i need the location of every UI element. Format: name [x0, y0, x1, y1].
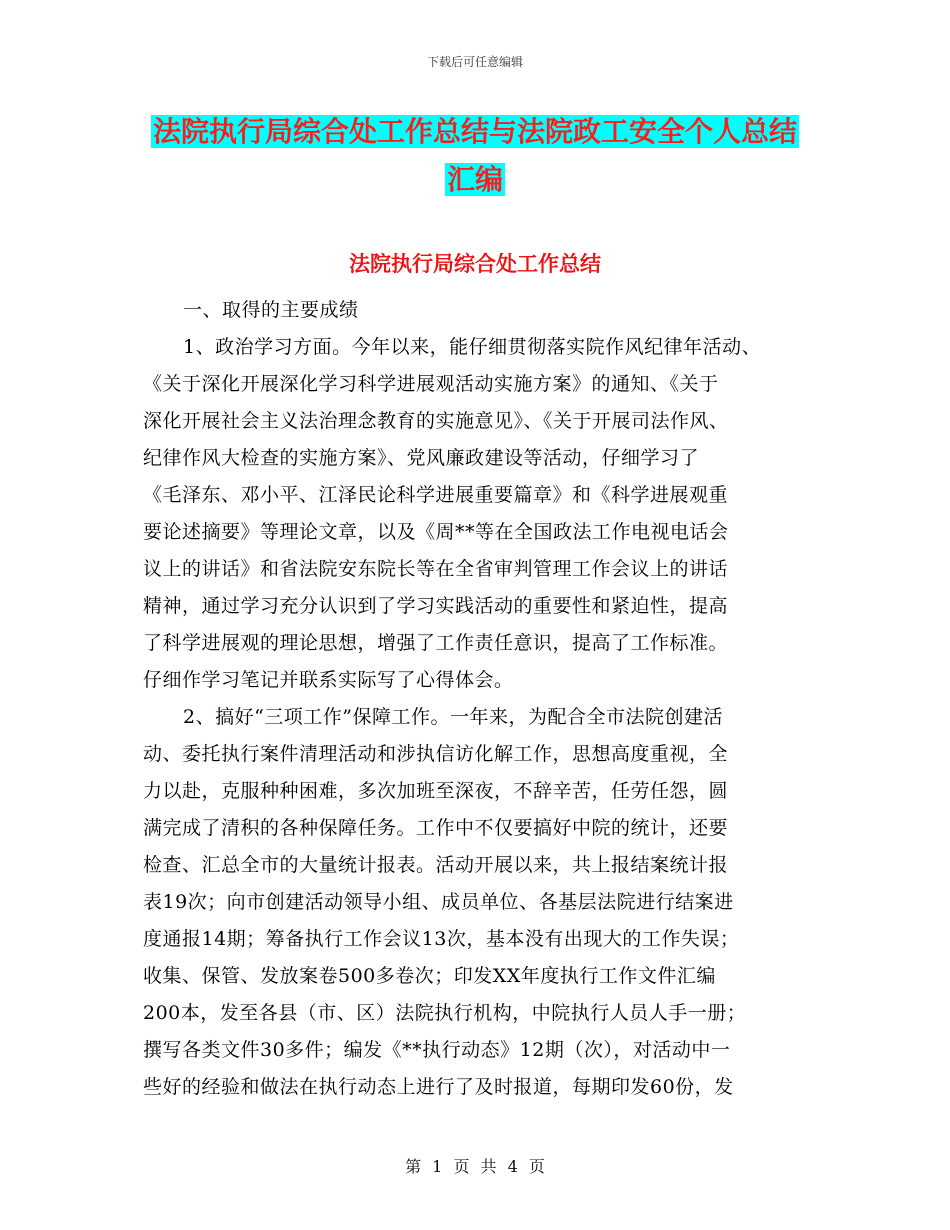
paragraph-line: 要论述摘要》等理论文章，以及《周**等在全国政法工作电视电话会	[143, 521, 729, 543]
paragraph-line: 收集、保管、发放案卷500多卷次；印发XX年度执行工作文件汇编	[143, 965, 716, 987]
document-title	[0, 108, 950, 204]
heading-achievements: 一、取得的主要成绩	[183, 299, 359, 321]
paragraph-line: 纪律作风大检查的实施方案》、党风廉政建设等活动，仔细学习了	[143, 447, 700, 469]
paragraph-line: 议上的讲话》和省法院安东院长等在全省审判管理工作会议上的讲话	[143, 558, 729, 580]
paragraph-line: 动、委托执行案件清理活动和涉执信访化解工作，思想高度重视，全	[143, 743, 729, 765]
paragraph-line: 2、搞好“三项工作”保障工作。一年来，为配合全市法院创建活	[183, 706, 724, 728]
paragraph-line: 1、政治学习方面。今年以来，能仔细贯彻落实院作风纪律年活动、	[183, 336, 762, 358]
page-footer: 第 1 页 共 4 页	[405, 1157, 545, 1176]
paragraph-line: 满完成了清积的各种保障任务。工作中不仅要搞好中院的统计，还要	[143, 817, 729, 839]
title-line-2	[0, 156, 950, 204]
title-line-1-text: 法院执行局综合处工作总结与法院政工安全个人总结	[152, 115, 797, 148]
paragraph-line: 表19次；向市创建活动领导小组、成员单位、各基层法院进行结案进	[143, 891, 734, 913]
paragraph-line: 了科学进展观的理论思想，增强了工作责任意识，提高了工作标准。	[143, 632, 729, 654]
paragraph-line: 200本，发至各县（市、区）法院执行机构，中院执行人员人手一册；	[143, 1002, 747, 1024]
document-body	[143, 292, 813, 1106]
paragraph-line: 《毛泽东、邓小平、江泽民论科学进展重要篇章》和《科学进展观重	[143, 484, 729, 506]
header-note: 下载后可任意编辑	[426, 55, 523, 69]
paragraph-line: 度通报14期；筹备执行工作会议13次，基本没有出现大的工作失误；	[143, 928, 740, 950]
paragraph-line: 撰写各类文件30多件；编发《**执行动态》12期（次），对活动中一	[143, 1039, 731, 1061]
paragraph-line: 深化开展社会主义法治理念教育的实施意见》、《关于开展司法作风、	[143, 410, 729, 432]
paragraph-line: 些好的经验和做法在执行动态上进行了及时报道，每期印发60份，发	[143, 1076, 734, 1098]
paragraph-political-study	[143, 329, 813, 699]
title-line-2-text: 汇编	[446, 163, 503, 196]
paragraph-line: 《关于深化开展深化学习科学进展观活动实施方案》的通知、《关于	[143, 373, 719, 395]
paragraph-line: 仔细作学习笔记并联系实际写了心得体会。	[143, 669, 514, 691]
title-line-1	[0, 108, 950, 156]
paragraph-line: 精神，通过学习充分认识到了学习实践活动的重要性和紧迫性，提高	[143, 595, 729, 617]
paragraph-line: 力以赴，克服种种困难，多次加班至深夜，不辞辛苦，任劳任怨，圆	[143, 780, 729, 802]
paragraph-three-works	[143, 699, 813, 1106]
section-title: 法院执行局综合处工作总结	[349, 251, 601, 276]
paragraph-line: 检查、汇总全市的大量统计报表。活动开展以来，共上报结案统计报	[143, 854, 729, 876]
